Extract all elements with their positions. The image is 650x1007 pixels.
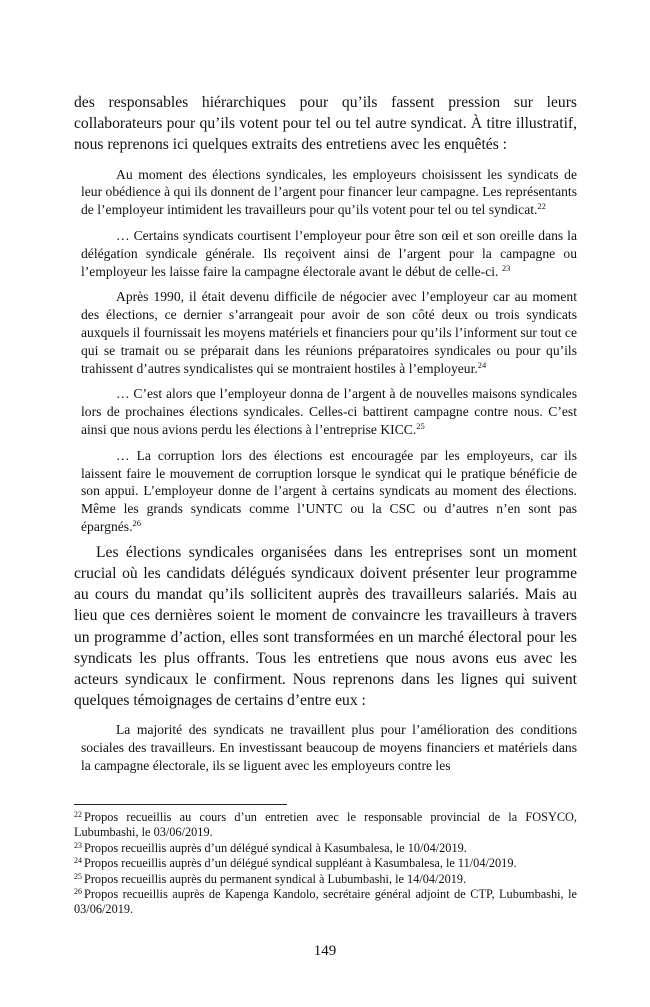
footnote-ref-24: 24 (477, 359, 487, 370)
footnote-divider (74, 804, 287, 805)
footnote-25 (74, 872, 577, 887)
quote-text: … Certains syndicats courtisent l’employeur pour être son œil et son oreille dans la délégation syndicale générale. Ils reçoivent ainsi de l’argent pour la campagne ou l’employeur les laisse faire la campagne électorale avant le début de celle-ci. (81, 228, 577, 279)
footnote-number: 24 (74, 856, 82, 866)
footnote-number: 22 (74, 810, 82, 819)
footnote-ref-26: 26 (132, 517, 141, 528)
footnote-number: 23 (74, 840, 82, 850)
footnote-23 (74, 841, 577, 856)
footnote-text: Propos recueillis auprès de Kapenga Kandolo, secrétaire général adjoint de CTP, Lubumbashi, le 03/06/2019. (74, 887, 577, 917)
footnote-text: Propos recueillis auprès du permanent syndical à Lubumbashi, le 14/04/2019. (84, 871, 467, 886)
quote-25 (81, 385, 577, 438)
page-number: 149 (313, 943, 337, 959)
quote-text: … La corruption lors des élections est encouragée par les employeurs, car ils laissent faire le mouvement de corruption lorsque le syndicat qui le pratique bénéficie de son appui. L’employeur donne de l’argent à certains syndicats au moment des élections. Même les grands syndicats comme l’UNTC ou la CSC ou d’autres n’en sont pas épargnés. (81, 447, 577, 534)
paragraph-intro: des responsables hiérarchiques pour qu’ils fassent pression sur leurs collaborateurs pour qu’ils votent pour tel ou tel autre syndicat. À titre illustratif, nous reprenons ici quelques extraits des entretiens avec les enquêtés : (74, 94, 577, 154)
footnote-26 (74, 887, 577, 918)
footnote-ref-25: 25 (416, 420, 425, 431)
quote-26 (81, 447, 577, 536)
footnote-number: 25 (74, 871, 82, 881)
footnotes (74, 810, 577, 918)
footnote-ref-23: 23 (501, 262, 511, 273)
footnote-24 (74, 856, 577, 871)
page-body (74, 92, 577, 775)
footnote-number: 26 (74, 887, 82, 897)
quote-text: Après 1990, il était devenu difficile de négocier avec l’employeur car au moment des élections, ce dernier s’arrangeait pour avoir de son côté deux ou trois syndicats auxquels il fournissait les moyens matériels et financiers pour qu’ils l’informent sur tout ce qui se tramait ou se préparait dans les réunions préparatoires syndicales ou pour qu’ils trahissent d’autres syndicalistes qui se montraient hostiles à l’employeur. (81, 289, 577, 376)
footnote-text: Propos recueillis auprès d’un délégué syndical suppléant à Kasumbalesa, le 11/04/2019. (84, 856, 517, 871)
paragraph-elections: Les élections syndicales organisées dans les entreprises sont un moment crucial où les candidats délégués syndicaux doivent présenter leur programme au cours du mandat qu’ils sollicitent auprès des travailleurs salariés. Mais au lieu que ces dernières soient le moment de convaincre les travailleurs à travers un programme d’action, elles sont transformées en un marché électoral pour les syndicats les plus offrants. Tous les entretiens que nous avons eus avec les acteurs syndicaux le confirment. Nous reprenons dans les lignes qui suivent quelques témoignages de certains d’entre eux : (74, 543, 577, 710)
quote-text: Au moment des élections syndicales, les employeurs choisissent les syndicats de leur obédience à qui ils donnent de l’argent pour financer leur campagne. Les représentants de l’employeur intimident les travailleurs pour qu’ils votent pour tel ou tel syndicat. (81, 166, 577, 218)
quote-23 (81, 227, 577, 280)
footnote-text: Propos recueillis au cours d’un entretien avec le responsable provincial de la FOSYCO, Lubumbashi, le 03/06/2019. (74, 810, 577, 840)
quote-22 (81, 166, 577, 219)
quote-24 (81, 288, 577, 377)
quote-text: … C’est alors que l’employeur donna de l’argent à de nouvelles maisons syndicales lors de prochaines élections syndicales. Celles-ci battirent campagne contre nous. C’est ainsi que nous avions perdu les élections à l’entreprise KICC. (81, 386, 577, 437)
footnote-text: Propos recueillis auprès d’un délégué syndical à Kasumbalesa, le 10/04/2019. (84, 840, 467, 855)
footnote-ref-22: 22 (537, 201, 546, 212)
quote-continued: La majorité des syndicats ne travaillent plus pour l’amélioration des conditions sociales des travailleurs. En investissant beaucoup de moyens financiers et matériels dans la campagne électorale, ils se liguent avec les employeurs contre les (81, 722, 577, 773)
footnote-22 (74, 810, 577, 841)
